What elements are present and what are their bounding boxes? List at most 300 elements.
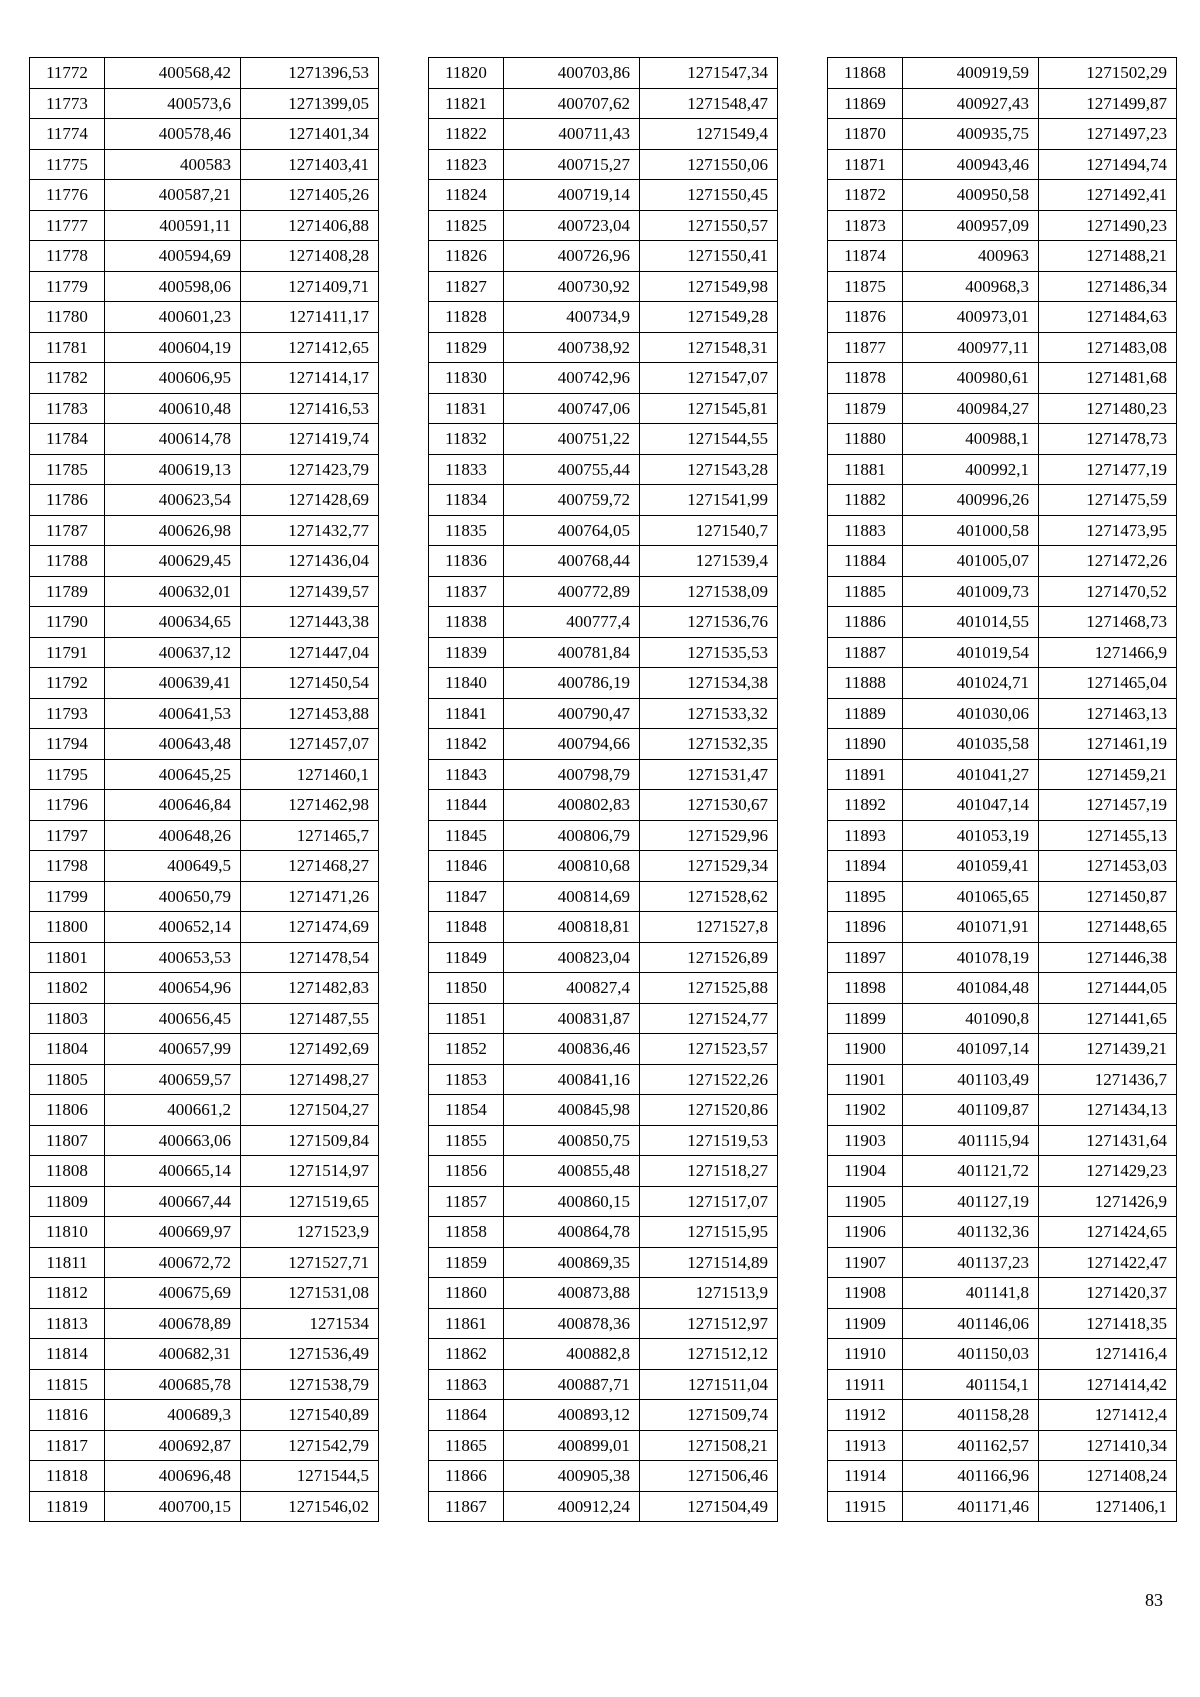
- y-coordinate-cell: 1271527,71: [241, 1247, 379, 1278]
- y-coordinate-cell: 1271434,13: [1039, 1095, 1177, 1126]
- y-coordinate-cell: 1271436,04: [241, 546, 379, 577]
- point-number-cell: 11878: [828, 363, 903, 394]
- table-row: [429, 546, 778, 577]
- point-number-cell: 11840: [429, 668, 504, 699]
- x-coordinate-cell: 401109,87: [903, 1095, 1039, 1126]
- y-coordinate-cell: 1271514,89: [640, 1247, 778, 1278]
- point-number-cell: 11783: [30, 393, 105, 424]
- y-coordinate-cell: 1271519,65: [241, 1186, 379, 1217]
- point-number-cell: 11868: [828, 58, 903, 89]
- table-row: [30, 1125, 379, 1156]
- table-row: [30, 698, 379, 729]
- y-coordinate-cell: 1271513,9: [640, 1278, 778, 1309]
- y-coordinate-cell: 1271408,24: [1039, 1461, 1177, 1492]
- point-number-cell: 11787: [30, 515, 105, 546]
- table-row: [429, 58, 778, 89]
- point-number-cell: 11827: [429, 271, 504, 302]
- point-number-cell: 11870: [828, 119, 903, 150]
- y-coordinate-cell: 1271504,27: [241, 1095, 379, 1126]
- x-coordinate-cell: 401078,19: [903, 942, 1039, 973]
- x-coordinate-cell: 400893,12: [504, 1400, 640, 1431]
- table-row: [828, 881, 1177, 912]
- y-coordinate-cell: 1271548,31: [640, 332, 778, 363]
- x-coordinate-cell: 400641,53: [105, 698, 241, 729]
- x-coordinate-cell: 400696,48: [105, 1461, 241, 1492]
- x-coordinate-cell: 400614,78: [105, 424, 241, 455]
- y-coordinate-cell: 1271480,23: [1039, 393, 1177, 424]
- x-coordinate-cell: 400912,24: [504, 1491, 640, 1522]
- table-row: [30, 790, 379, 821]
- point-number-cell: 11842: [429, 729, 504, 760]
- table-row: [828, 454, 1177, 485]
- y-coordinate-cell: 1271401,34: [241, 119, 379, 150]
- table-row: [429, 149, 778, 180]
- table-row: [828, 851, 1177, 882]
- y-coordinate-cell: 1271472,26: [1039, 546, 1177, 577]
- y-coordinate-cell: 1271432,77: [241, 515, 379, 546]
- point-number-cell: 11829: [429, 332, 504, 363]
- y-coordinate-cell: 1271547,34: [640, 58, 778, 89]
- table-row: [828, 576, 1177, 607]
- table-row: [828, 119, 1177, 150]
- table-row: [30, 1095, 379, 1126]
- point-number-cell: 11850: [429, 973, 504, 1004]
- x-coordinate-cell: 401137,23: [903, 1247, 1039, 1278]
- x-coordinate-cell: 401171,46: [903, 1491, 1039, 1522]
- x-coordinate-cell: 400950,58: [903, 180, 1039, 211]
- x-coordinate-cell: 400977,11: [903, 332, 1039, 363]
- table-row: [30, 668, 379, 699]
- y-coordinate-cell: 1271536,76: [640, 607, 778, 638]
- point-number-cell: 11896: [828, 912, 903, 943]
- point-number-cell: 11913: [828, 1430, 903, 1461]
- point-number-cell: 11819: [30, 1491, 105, 1522]
- table-row: [828, 180, 1177, 211]
- point-number-cell: 11900: [828, 1034, 903, 1065]
- table-row: [828, 393, 1177, 424]
- y-coordinate-cell: 1271540,89: [241, 1400, 379, 1431]
- y-coordinate-cell: 1271414,17: [241, 363, 379, 394]
- table-row: [828, 241, 1177, 272]
- y-coordinate-cell: 1271535,53: [640, 637, 778, 668]
- point-number-cell: 11788: [30, 546, 105, 577]
- x-coordinate-cell: 400639,41: [105, 668, 241, 699]
- table-row: [429, 1369, 778, 1400]
- point-number-cell: 11915: [828, 1491, 903, 1522]
- y-coordinate-cell: 1271478,73: [1039, 424, 1177, 455]
- table-row: [828, 759, 1177, 790]
- y-coordinate-cell: 1271416,4: [1039, 1339, 1177, 1370]
- point-number-cell: 11835: [429, 515, 504, 546]
- x-coordinate-cell: 400650,79: [105, 881, 241, 912]
- y-coordinate-cell: 1271529,96: [640, 820, 778, 851]
- x-coordinate-cell: 400927,43: [903, 88, 1039, 119]
- y-coordinate-cell: 1271477,19: [1039, 454, 1177, 485]
- x-coordinate-cell: 401071,91: [903, 912, 1039, 943]
- y-coordinate-cell: 1271426,9: [1039, 1186, 1177, 1217]
- point-number-cell: 11789: [30, 576, 105, 607]
- point-number-cell: 11902: [828, 1095, 903, 1126]
- x-coordinate-cell: 400759,72: [504, 485, 640, 516]
- table-row: [429, 881, 778, 912]
- point-number-cell: 11907: [828, 1247, 903, 1278]
- point-number-cell: 11858: [429, 1217, 504, 1248]
- x-coordinate-cell: 400703,86: [504, 58, 640, 89]
- y-coordinate-cell: 1271549,28: [640, 302, 778, 333]
- table-row: [429, 454, 778, 485]
- y-coordinate-cell: 1271550,57: [640, 210, 778, 241]
- table-row: [429, 1095, 778, 1126]
- x-coordinate-cell: 400678,89: [105, 1308, 241, 1339]
- point-number-cell: 11784: [30, 424, 105, 455]
- point-number-cell: 11786: [30, 485, 105, 516]
- point-number-cell: 11808: [30, 1156, 105, 1187]
- table-row: [30, 424, 379, 455]
- point-number-cell: 11791: [30, 637, 105, 668]
- table-row: [828, 1400, 1177, 1431]
- point-number-cell: 11909: [828, 1308, 903, 1339]
- point-number-cell: 11901: [828, 1064, 903, 1095]
- y-coordinate-cell: 1271523,57: [640, 1034, 778, 1065]
- x-coordinate-cell: 400984,27: [903, 393, 1039, 424]
- table-row: [828, 302, 1177, 333]
- point-number-cell: 11826: [429, 241, 504, 272]
- point-number-cell: 11908: [828, 1278, 903, 1309]
- y-coordinate-cell: 1271547,07: [640, 363, 778, 394]
- point-number-cell: 11880: [828, 424, 903, 455]
- x-coordinate-cell: 400667,44: [105, 1186, 241, 1217]
- table-row: [828, 88, 1177, 119]
- y-coordinate-cell: 1271453,88: [241, 698, 379, 729]
- point-number-cell: 11873: [828, 210, 903, 241]
- table-row: [429, 668, 778, 699]
- y-coordinate-cell: 1271419,74: [241, 424, 379, 455]
- table-row: [30, 393, 379, 424]
- point-number-cell: 11899: [828, 1003, 903, 1034]
- y-coordinate-cell: 1271509,84: [241, 1125, 379, 1156]
- x-coordinate-cell: 400873,88: [504, 1278, 640, 1309]
- table-row: [30, 1339, 379, 1370]
- x-coordinate-cell: 400790,47: [504, 698, 640, 729]
- x-coordinate-cell: 400992,1: [903, 454, 1039, 485]
- table-row: [30, 820, 379, 851]
- x-coordinate-cell: 401084,48: [903, 973, 1039, 1004]
- x-coordinate-cell: 400645,25: [105, 759, 241, 790]
- y-coordinate-cell: 1271544,5: [241, 1461, 379, 1492]
- point-number-cell: 11830: [429, 363, 504, 394]
- table-row: [30, 1247, 379, 1278]
- table-row: [828, 1156, 1177, 1187]
- y-coordinate-cell: 1271497,23: [1039, 119, 1177, 150]
- coordinates-table-2: [428, 57, 778, 1522]
- point-number-cell: 11831: [429, 393, 504, 424]
- y-coordinate-cell: 1271423,79: [241, 454, 379, 485]
- point-number-cell: 11852: [429, 1034, 504, 1065]
- y-coordinate-cell: 1271538,09: [640, 576, 778, 607]
- point-number-cell: 11774: [30, 119, 105, 150]
- table-row: [828, 424, 1177, 455]
- point-number-cell: 11876: [828, 302, 903, 333]
- x-coordinate-cell: 400899,01: [504, 1430, 640, 1461]
- x-coordinate-cell: 400957,09: [903, 210, 1039, 241]
- x-coordinate-cell: 400629,45: [105, 546, 241, 577]
- table-row: [828, 1186, 1177, 1217]
- y-coordinate-cell: 1271530,67: [640, 790, 778, 821]
- point-number-cell: 11775: [30, 149, 105, 180]
- y-coordinate-cell: 1271518,27: [640, 1156, 778, 1187]
- point-number-cell: 11848: [429, 912, 504, 943]
- table-row: [429, 88, 778, 119]
- y-coordinate-cell: 1271463,13: [1039, 698, 1177, 729]
- y-coordinate-cell: 1271461,19: [1039, 729, 1177, 760]
- y-coordinate-cell: 1271546,02: [241, 1491, 379, 1522]
- point-number-cell: 11872: [828, 180, 903, 211]
- point-number-cell: 11906: [828, 1217, 903, 1248]
- y-coordinate-cell: 1271525,88: [640, 973, 778, 1004]
- point-number-cell: 11834: [429, 485, 504, 516]
- table-row: [30, 58, 379, 89]
- x-coordinate-cell: 400806,79: [504, 820, 640, 851]
- y-coordinate-cell: 1271414,42: [1039, 1369, 1177, 1400]
- x-coordinate-cell: 400905,38: [504, 1461, 640, 1492]
- table-row: [30, 1491, 379, 1522]
- x-coordinate-cell: 401146,06: [903, 1308, 1039, 1339]
- table-row: [30, 210, 379, 241]
- y-coordinate-cell: 1271450,54: [241, 668, 379, 699]
- x-coordinate-cell: 400715,27: [504, 149, 640, 180]
- point-number-cell: 11898: [828, 973, 903, 1004]
- table-row: [828, 1095, 1177, 1126]
- y-coordinate-cell: 1271450,87: [1039, 881, 1177, 912]
- y-coordinate-cell: 1271522,26: [640, 1064, 778, 1095]
- table-row: [30, 332, 379, 363]
- x-coordinate-cell: 400619,13: [105, 454, 241, 485]
- y-coordinate-cell: 1271412,65: [241, 332, 379, 363]
- y-coordinate-cell: 1271531,47: [640, 759, 778, 790]
- y-coordinate-cell: 1271444,05: [1039, 973, 1177, 1004]
- table-row: [828, 1369, 1177, 1400]
- x-coordinate-cell: 400764,05: [504, 515, 640, 546]
- coordinates-table-3: [827, 57, 1177, 1522]
- table-row: [429, 393, 778, 424]
- table-row: [30, 119, 379, 150]
- point-number-cell: 11904: [828, 1156, 903, 1187]
- x-coordinate-cell: 400719,14: [504, 180, 640, 211]
- x-coordinate-cell: 400663,06: [105, 1125, 241, 1156]
- y-coordinate-cell: 1271465,04: [1039, 668, 1177, 699]
- y-coordinate-cell: 1271533,32: [640, 698, 778, 729]
- table-row: [30, 1034, 379, 1065]
- y-coordinate-cell: 1271524,77: [640, 1003, 778, 1034]
- point-number-cell: 11888: [828, 668, 903, 699]
- y-coordinate-cell: 1271499,87: [1039, 88, 1177, 119]
- point-number-cell: 11887: [828, 637, 903, 668]
- y-coordinate-cell: 1271548,47: [640, 88, 778, 119]
- point-number-cell: 11803: [30, 1003, 105, 1034]
- table-row: [828, 1339, 1177, 1370]
- point-number-cell: 11778: [30, 241, 105, 272]
- table-row: [828, 515, 1177, 546]
- table-row: [429, 180, 778, 211]
- x-coordinate-cell: 400685,78: [105, 1369, 241, 1400]
- point-number-cell: 11823: [429, 149, 504, 180]
- x-coordinate-cell: 400632,01: [105, 576, 241, 607]
- y-coordinate-cell: 1271460,1: [241, 759, 379, 790]
- point-number-cell: 11814: [30, 1339, 105, 1370]
- table-row: [828, 1064, 1177, 1095]
- y-coordinate-cell: 1271453,03: [1039, 851, 1177, 882]
- point-number-cell: 11851: [429, 1003, 504, 1034]
- table-row: [429, 790, 778, 821]
- y-coordinate-cell: 1271403,41: [241, 149, 379, 180]
- point-number-cell: 11782: [30, 363, 105, 394]
- table-row: [30, 454, 379, 485]
- x-coordinate-cell: 400781,84: [504, 637, 640, 668]
- point-number-cell: 11914: [828, 1461, 903, 1492]
- table-row: [429, 576, 778, 607]
- y-coordinate-cell: 1271543,28: [640, 454, 778, 485]
- table-row: [30, 851, 379, 882]
- x-coordinate-cell: 400643,48: [105, 729, 241, 760]
- table-row: [828, 1003, 1177, 1034]
- y-coordinate-cell: 1271474,69: [241, 912, 379, 943]
- y-coordinate-cell: 1271517,07: [640, 1186, 778, 1217]
- table-row: [30, 973, 379, 1004]
- point-number-cell: 11837: [429, 576, 504, 607]
- x-coordinate-cell: 400654,96: [105, 973, 241, 1004]
- table-row: [429, 1186, 778, 1217]
- point-number-cell: 11801: [30, 942, 105, 973]
- table-row: [429, 637, 778, 668]
- y-coordinate-cell: 1271519,53: [640, 1125, 778, 1156]
- table-row: [828, 1491, 1177, 1522]
- x-coordinate-cell: 400682,31: [105, 1339, 241, 1370]
- y-coordinate-cell: 1271443,38: [241, 607, 379, 638]
- x-coordinate-cell: 400594,69: [105, 241, 241, 272]
- x-coordinate-cell: 400689,3: [105, 1400, 241, 1431]
- point-number-cell: 11811: [30, 1247, 105, 1278]
- x-coordinate-cell: 400646,84: [105, 790, 241, 821]
- point-number-cell: 11773: [30, 88, 105, 119]
- point-number-cell: 11800: [30, 912, 105, 943]
- coordinates-table-1: [29, 57, 379, 1522]
- y-coordinate-cell: 1271416,53: [241, 393, 379, 424]
- point-number-cell: 11874: [828, 241, 903, 272]
- table-row: [429, 119, 778, 150]
- x-coordinate-cell: 401065,65: [903, 881, 1039, 912]
- point-number-cell: 11838: [429, 607, 504, 638]
- y-coordinate-cell: 1271550,41: [640, 241, 778, 272]
- y-coordinate-cell: 1271399,05: [241, 88, 379, 119]
- y-coordinate-cell: 1271498,27: [241, 1064, 379, 1095]
- y-coordinate-cell: 1271457,19: [1039, 790, 1177, 821]
- point-number-cell: 11817: [30, 1430, 105, 1461]
- x-coordinate-cell: 400841,16: [504, 1064, 640, 1095]
- y-coordinate-cell: 1271471,26: [241, 881, 379, 912]
- x-coordinate-cell: 400656,45: [105, 1003, 241, 1034]
- y-coordinate-cell: 1271428,69: [241, 485, 379, 516]
- x-coordinate-cell: 400623,54: [105, 485, 241, 516]
- y-coordinate-cell: 1271468,73: [1039, 607, 1177, 638]
- x-coordinate-cell: 400963: [903, 241, 1039, 272]
- table-row: [828, 363, 1177, 394]
- point-number-cell: 11853: [429, 1064, 504, 1095]
- y-coordinate-cell: 1271483,08: [1039, 332, 1177, 363]
- point-number-cell: 11839: [429, 637, 504, 668]
- x-coordinate-cell: 401121,72: [903, 1156, 1039, 1187]
- x-coordinate-cell: 400723,04: [504, 210, 640, 241]
- y-coordinate-cell: 1271447,04: [241, 637, 379, 668]
- x-coordinate-cell: 400980,61: [903, 363, 1039, 394]
- x-coordinate-cell: 400610,48: [105, 393, 241, 424]
- point-number-cell: 11828: [429, 302, 504, 333]
- table-row: [828, 485, 1177, 516]
- table-row: [30, 729, 379, 760]
- table-row: [828, 1247, 1177, 1278]
- x-coordinate-cell: 401162,57: [903, 1430, 1039, 1461]
- x-coordinate-cell: 400692,87: [105, 1430, 241, 1461]
- point-number-cell: 11911: [828, 1369, 903, 1400]
- point-number-cell: 11892: [828, 790, 903, 821]
- x-coordinate-cell: 400661,2: [105, 1095, 241, 1126]
- y-coordinate-cell: 1271512,12: [640, 1339, 778, 1370]
- x-coordinate-cell: 401009,73: [903, 576, 1039, 607]
- x-coordinate-cell: 400869,35: [504, 1247, 640, 1278]
- y-coordinate-cell: 1271486,34: [1039, 271, 1177, 302]
- table-row: [828, 1308, 1177, 1339]
- point-number-cell: 11903: [828, 1125, 903, 1156]
- x-coordinate-cell: 400604,19: [105, 332, 241, 363]
- y-coordinate-cell: 1271439,57: [241, 576, 379, 607]
- y-coordinate-cell: 1271538,79: [241, 1369, 379, 1400]
- table-row: [828, 1125, 1177, 1156]
- point-number-cell: 11861: [429, 1308, 504, 1339]
- point-number-cell: 11812: [30, 1278, 105, 1309]
- table-row: [30, 271, 379, 302]
- table-row: [828, 271, 1177, 302]
- point-number-cell: 11875: [828, 271, 903, 302]
- table-row: [30, 88, 379, 119]
- table-row: [30, 576, 379, 607]
- point-number-cell: 11856: [429, 1156, 504, 1187]
- y-coordinate-cell: 1271468,27: [241, 851, 379, 882]
- point-number-cell: 11849: [429, 942, 504, 973]
- table-row: [429, 1034, 778, 1065]
- table-row: [828, 149, 1177, 180]
- x-coordinate-cell: 400700,15: [105, 1491, 241, 1522]
- point-number-cell: 11869: [828, 88, 903, 119]
- x-coordinate-cell: 400855,48: [504, 1156, 640, 1187]
- point-number-cell: 11822: [429, 119, 504, 150]
- y-coordinate-cell: 1271515,95: [640, 1217, 778, 1248]
- table-row: [429, 973, 778, 1004]
- table-row: [828, 698, 1177, 729]
- point-number-cell: 11815: [30, 1369, 105, 1400]
- x-coordinate-cell: 400777,4: [504, 607, 640, 638]
- y-coordinate-cell: 1271459,21: [1039, 759, 1177, 790]
- point-number-cell: 11893: [828, 820, 903, 851]
- table-row: [30, 1064, 379, 1095]
- y-coordinate-cell: 1271481,68: [1039, 363, 1177, 394]
- y-coordinate-cell: 1271482,83: [241, 973, 379, 1004]
- table-row: [30, 759, 379, 790]
- x-coordinate-cell: 400968,3: [903, 271, 1039, 302]
- x-coordinate-cell: 400634,65: [105, 607, 241, 638]
- y-coordinate-cell: 1271536,49: [241, 1339, 379, 1370]
- point-number-cell: 11833: [429, 454, 504, 485]
- point-number-cell: 11809: [30, 1186, 105, 1217]
- point-number-cell: 11881: [828, 454, 903, 485]
